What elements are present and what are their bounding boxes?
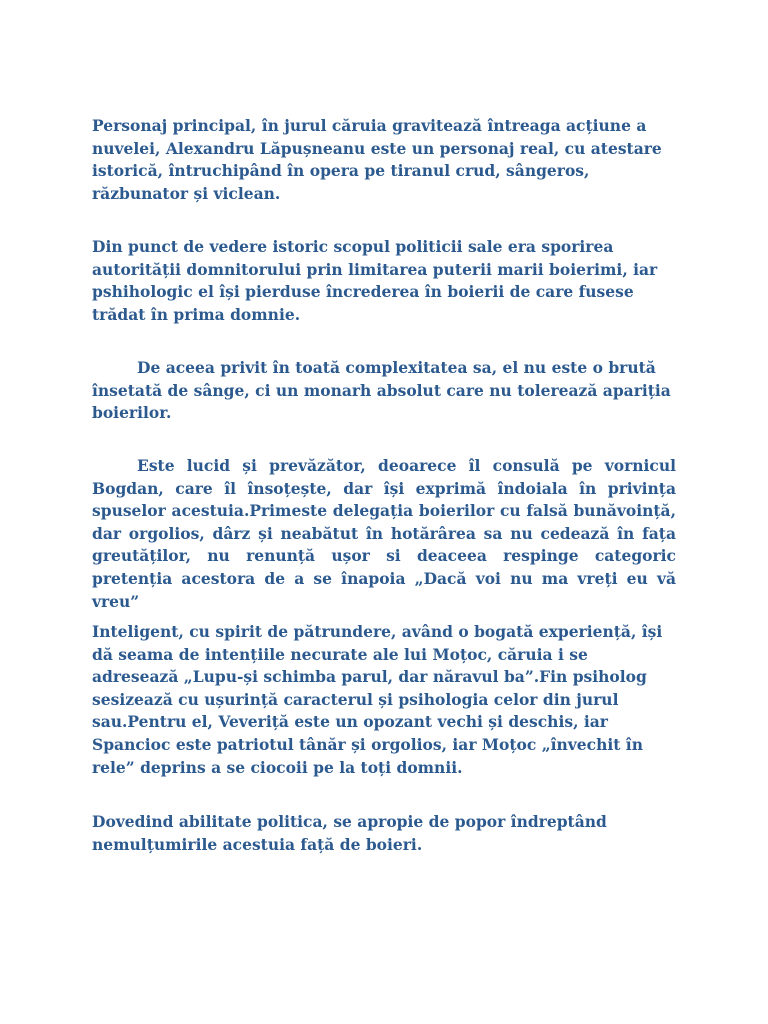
paragraph-4: Este lucid și prevăzător, deoarece îl consulă pe vornicul Bogdan, care îl însoțește, dar își exprimă îndoiala în privința spuselor acestuia.Primeste delegația boierilor cu falsă bunăvoință, dar orgolios, dârz și neabătut în hotărârea sa nu cedează în fața greutăților, nu renunță ușor si deaceea respinge categoric pretenția acestora de a se înapoia „Dacă voi nu ma vreți eu vă vreu” (92, 456, 676, 611)
paragraph-3: De aceea privit în toată complexitatea sa, el nu este o brută însetată de sânge, ci un monarh absolut care nu tolerează apariția boierilor. (92, 358, 671, 423)
paragraph-2: Din punct de vedere istoric scopul politicii sale era sporirea autorității domnitorului prin limitarea puterii marii boierimi, iar pshihologic el își pierduse încrederea în boierii de care fusese trădat în prima domnie. (92, 237, 658, 324)
paragraph-1: Personaj principal, în jurul căruia gravitează întreaga acțiune a nuvelei, Alexandru Lăpușneanu este un personaj real, cu atestare istorică, întruchipând în opera pe tiranul crud, sângeros, răzbunator și viclean. (92, 116, 662, 203)
paragraph-5: Inteligent, cu spirit de pătrundere, având o bogată experiență, își dă seama de intențiile necurate ale lui Moțoc, căruia i se adresează „Lupu-și schimba parul, dar năravul ba”.Fin psiholog sesizează cu ușurință caracterul și psihologia celor din jurul sau.Pentru el, Veveriță este un opozant vechi și deschis, iar Spancioc este patriotul tânăr și orgolios, iar Moțoc „învechit în rele” deprins a se ciocoii pe la toți domnii. (92, 622, 663, 777)
paragraph-6: Dovedind abilitate politica, se apropie de popor îndreptând nemulțumirile acestuia față de boieri. (92, 812, 607, 854)
